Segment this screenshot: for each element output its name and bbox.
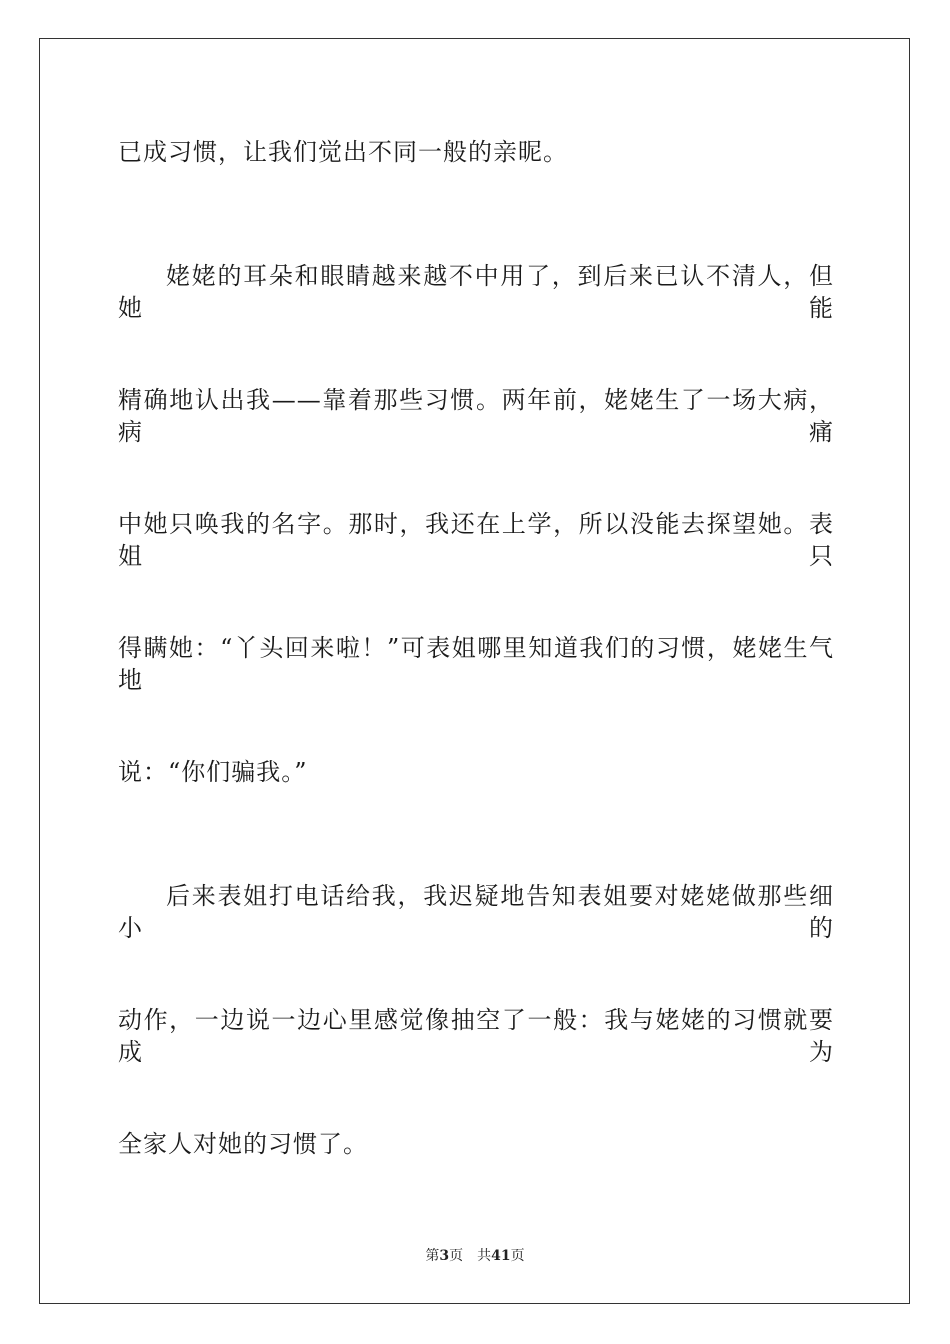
text-line-7: 后来表姐打电话给我，我迟疑地告知表姐要对姥姥做那些细小的 (118, 882, 834, 942)
text-line-3: 精确地认出我——靠着那些习惯。两年前，姥姥生了一场大病，病痛 (118, 386, 834, 446)
text-line-8: 动作，一边说一边心里感觉像抽空了一般：我与姥姥的习惯就要成为 (118, 1006, 834, 1066)
text-line-4: 中她只唤我的名字。那时，我还在上学，所以没能去探望她。表姐只 (118, 510, 834, 570)
total-prefix: 共 (477, 1248, 492, 1264)
text-line-2: 姥姥的耳朵和眼睛越来越不中用了，到后来已认不清人，但她能 (118, 262, 834, 322)
text-line-5: 得瞒她：“丫头回来啦！”可表姐哪里知道我们的习惯，姥姥生气地 (118, 634, 834, 694)
text-line-1: 已成习惯，让我们觉出不同一般的亲昵。 (118, 138, 568, 166)
text-line-6: 说：“你们骗我。” (118, 758, 308, 786)
page-number: 3 (439, 1248, 450, 1264)
total-pages: 41 (491, 1248, 511, 1264)
total-suffix: 页 (510, 1248, 525, 1264)
page-prefix: 第 (425, 1248, 440, 1264)
page-footer (0, 1247, 950, 1265)
page-border (39, 38, 910, 1304)
page-suffix: 页 (449, 1248, 464, 1264)
text-line-9: 全家人对她的习惯了。 (118, 1130, 368, 1158)
